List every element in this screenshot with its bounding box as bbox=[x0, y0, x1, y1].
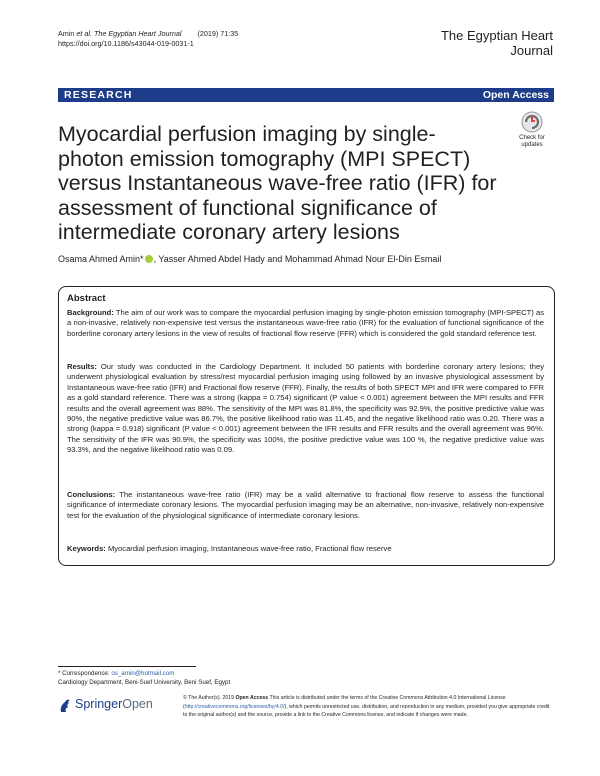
orcid-icon[interactable] bbox=[145, 255, 153, 263]
conclusions-text: The instantaneous wave-free ratio (IFR) may be a valid alternative to fractional flow reserve to assess the functional significance of intermediate coronary lesions. The myocardial perfusion imaging may be an alternative, non-invasive, relatively non-expensive test for the evaluation of the physiological significance of intermediate coronary lesions. bbox=[67, 490, 544, 520]
abstract-conclusions bbox=[67, 490, 544, 521]
abstract-heading: Abstract bbox=[67, 293, 106, 304]
check-updates-line-2: updates bbox=[521, 141, 543, 148]
conclusions-label: Conclusions: bbox=[67, 490, 116, 499]
license-statement bbox=[183, 694, 551, 720]
abstract-keywords bbox=[67, 544, 544, 554]
publisher-name-part-1: Springer bbox=[75, 697, 123, 711]
abstract-background bbox=[67, 308, 544, 339]
correspondence-footnote bbox=[58, 669, 230, 687]
check-updates-icon bbox=[512, 111, 552, 135]
keywords-label: Keywords: bbox=[67, 544, 106, 553]
license-link[interactable]: http://creativecommons.org/licenses/by/4.0/ bbox=[184, 703, 285, 710]
author-short: Amin bbox=[58, 29, 75, 38]
publisher-name-part-2: Open bbox=[122, 697, 153, 711]
background-label: Background: bbox=[67, 308, 114, 317]
article-type-banner bbox=[58, 88, 554, 102]
article-title: Myocardial perfusion imaging by single-photon emission tomography (MPI SPECT) versus Instantaneous wave-free ratio (IFR) for assessment of functional significance of intermediate coronary artery lesions bbox=[58, 122, 497, 245]
check-updates-line-1: Check for bbox=[519, 135, 545, 141]
journal-name-line-2: Journal bbox=[510, 43, 553, 58]
license-open-access: Open Access bbox=[235, 695, 269, 701]
license-text-2: ), which permits unrestricted use, distribution, and reproduction in any medium, provided you give appropriate credit to the original author(s) and the source, provide a link to the Creative Commons license, and indicate if changes were made. bbox=[183, 703, 550, 719]
results-label: Results: bbox=[67, 362, 97, 371]
correspondence-line bbox=[58, 669, 230, 678]
check-for-updates-button[interactable] bbox=[512, 111, 552, 153]
year-volume: (2019) 71:35 bbox=[197, 29, 239, 38]
license-text-1: This article is distributed under the terms of the Creative Commons Attribution 4.0 International License ( bbox=[183, 695, 506, 710]
abstract-results bbox=[67, 362, 544, 456]
footnote-divider bbox=[58, 666, 196, 667]
keywords-text: Myocardial perfusion imaging, Instantaneous wave-free ratio, Fractional flow reserve bbox=[105, 544, 392, 553]
correspondence-label: * Correspondence: bbox=[58, 670, 112, 677]
author-corresponding[interactable]: Osama Ahmed Amin bbox=[58, 254, 141, 264]
copyright-text: © The Author(s). 2019 bbox=[183, 695, 236, 701]
journal-name bbox=[423, 28, 553, 58]
corresponding-mark: * bbox=[140, 254, 144, 264]
author-list bbox=[58, 254, 558, 264]
doi-link[interactable]: https://doi.org/10.1186/s43044-019-0031-1 bbox=[58, 39, 194, 48]
running-header bbox=[58, 29, 238, 49]
journal-citation: et al. The Egyptian Heart Journal bbox=[76, 29, 182, 38]
article-type-label: RESEARCH bbox=[64, 89, 133, 101]
correspondence-email[interactable]: os_amin@hotmail.com bbox=[111, 670, 175, 677]
affiliation: Cardiology Department, Beni-Suef University, Beni Suef, Egypt bbox=[58, 679, 231, 686]
abstract-box bbox=[58, 286, 555, 566]
citation-line bbox=[58, 29, 238, 39]
journal-name-line-1: The Egyptian Heart bbox=[440, 28, 553, 43]
results-text: Our study was conducted in the Cardiology Department. It included 50 patients with borderline coronary artery lesions; they underwent physiological evaluation by stress/rest myocardial perfusion imaging using followed by an invasive physiological assessment by Instantaneous wave-free ratio (IFR) and Fractional flow reserve (FFR). Finally, the results of both SPECT MPI and IFR were compared to FFR as a gold standard reference. There was a strong (kappa = 0.754) significant (P value < 0.001) agreement between the MPI results and FFR results and the overall agreement was 88%. The sensitivity of the MPI was 81.8%, the specificity was 92.9%, the positive predictive value was 90%, the negative predictive value was 86.7%, the positive likelihood ratio was 11.45, and the negative likelihood ratio was 0.20. There was a strong (kappa = 0.918) significant (P value < 0.001) agreement between the IFR results and FFR results and the overall agreement was 96%. The sensitivity of the IFR was 90.9%, the specificity was 100%, the positive predictive value was 100 %, the negative predictive value was 93.3%, and the negative likelihood ratio was 0.09. bbox=[67, 362, 544, 455]
other-authors: , Yasser Ahmed Abdel Hady and Mohammad Ahmad Nour El-Din Esmail bbox=[153, 254, 442, 264]
springer-open-logo bbox=[58, 698, 72, 719]
springer-horse-icon bbox=[58, 698, 72, 714]
background-text: The aim of our work was to compare the myocardial perfusion imaging by single-photon emission tomography (MPI-SPECT) as a non-invasive, relatively non-expensive test versus the instantaneous wave-free ratio (IFR) for the evaluation of functional significance of the borderline coronary artery lesions in the view of results of fractional flow reserve (FFR) which is considered the gold standard reference test. bbox=[67, 308, 544, 338]
check-updates-text bbox=[512, 135, 552, 148]
publisher-name bbox=[75, 697, 153, 711]
open-access-label: Open Access bbox=[482, 89, 549, 101]
